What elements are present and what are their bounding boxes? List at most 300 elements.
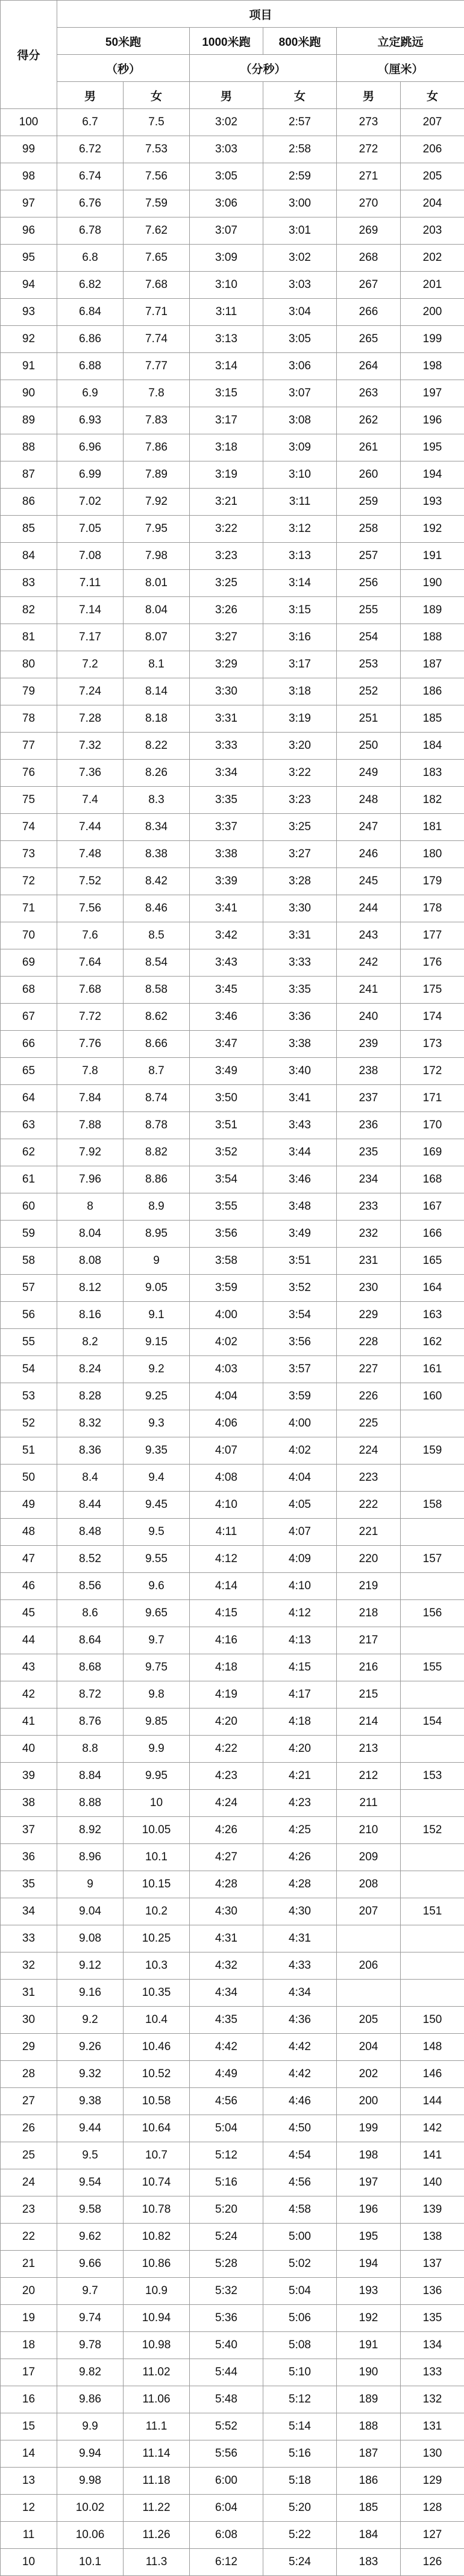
score-cell: 58 [1, 1248, 57, 1275]
run-male-cell: 3:38 [190, 841, 263, 868]
jump-male-cell: 244 [337, 895, 401, 922]
jump-male-cell: 239 [337, 1031, 401, 1058]
score-cell: 27 [1, 2088, 57, 2115]
run-female-cell: 4:20 [263, 1736, 337, 1763]
sprint-female-cell: 9.95 [124, 1763, 190, 1790]
sprint-female-cell: 10.35 [124, 1980, 190, 2007]
sprint-male-cell: 8 [57, 1193, 124, 1221]
run-female-cell: 4:17 [263, 1681, 337, 1708]
sprint-male-cell: 10.06 [57, 2522, 124, 2549]
run-female-cell: 2:58 [263, 136, 337, 163]
table-row [1, 977, 464, 1004]
run-male-cell: 4:30 [190, 1898, 263, 1925]
table-row [1, 1736, 464, 1763]
score-cell: 95 [1, 245, 57, 272]
table-row [1, 299, 464, 326]
jump-male-cell: 272 [337, 136, 401, 163]
jump-female-cell: 185 [401, 705, 464, 733]
jump-female-cell: 197 [401, 380, 464, 407]
run-male-cell: 4:23 [190, 1763, 263, 1790]
score-cell: 21 [1, 2251, 57, 2278]
sprint-female-cell: 9 [124, 1248, 190, 1275]
jump-female-cell: 139 [401, 2196, 464, 2224]
table-row [1, 1221, 464, 1248]
sprint-male-cell: 7.2 [57, 651, 124, 678]
run-male-cell: 3:21 [190, 489, 263, 516]
jump-female-cell: 166 [401, 1221, 464, 1248]
run-male-cell: 3:19 [190, 461, 263, 489]
score-cell: 49 [1, 1492, 57, 1519]
jump-male-cell: 186 [337, 2468, 401, 2495]
sprint-male-cell: 9.98 [57, 2468, 124, 2495]
run-female-cell: 3:07 [263, 380, 337, 407]
sprint-male-cell: 6.7 [57, 109, 124, 136]
jump-male-cell: 235 [337, 1139, 401, 1166]
table-row [1, 2088, 464, 2115]
score-cell: 26 [1, 2115, 57, 2142]
table-row [1, 245, 464, 272]
sprint-female-cell: 7.77 [124, 353, 190, 380]
table-row [1, 1627, 464, 1654]
sprint-female-cell: 11.3 [124, 2549, 190, 2576]
run-female-cell: 5:06 [263, 2305, 337, 2332]
table-row [1, 1763, 464, 1790]
jump-male-cell: 200 [337, 2088, 401, 2115]
jump-male-cell: 216 [337, 1654, 401, 1681]
run-male-cell: 4:49 [190, 2061, 263, 2088]
table-row [1, 2495, 464, 2522]
table-row [1, 1275, 464, 1302]
jump-female-cell: 202 [401, 245, 464, 272]
run-male-cell: 3:02 [190, 109, 263, 136]
jump-female-cell: 153 [401, 1763, 464, 1790]
score-cell: 91 [1, 353, 57, 380]
run-male-cell: 6:08 [190, 2522, 263, 2549]
sprint-male-cell: 8.36 [57, 1437, 124, 1465]
jump-female-cell: 136 [401, 2278, 464, 2305]
run-female-cell: 3:18 [263, 678, 337, 705]
score-cell: 68 [1, 977, 57, 1004]
run-female-cell: 4:28 [263, 1871, 337, 1898]
table-row [1, 2386, 464, 2413]
jump-male-cell: 211 [337, 1790, 401, 1817]
run-female-cell: 3:03 [263, 272, 337, 299]
jump-male-cell: 204 [337, 2034, 401, 2061]
score-cell: 74 [1, 814, 57, 841]
table-row [1, 380, 464, 407]
jump-female-cell: 142 [401, 2115, 464, 2142]
jump-female-cell: 178 [401, 895, 464, 922]
sprint-female-cell: 9.9 [124, 1736, 190, 1763]
table-row [1, 1844, 464, 1871]
sprint-female-cell: 7.83 [124, 407, 190, 434]
run-male-cell: 4:16 [190, 1627, 263, 1654]
run-male-cell: 3:29 [190, 651, 263, 678]
run-female-cell: 3:02 [263, 245, 337, 272]
jump-female-cell: 134 [401, 2332, 464, 2359]
sprint-male-cell: 9.9 [57, 2413, 124, 2440]
run-male-cell: 3:13 [190, 326, 263, 353]
score-cell: 85 [1, 516, 57, 543]
sprint-male-cell: 7.48 [57, 841, 124, 868]
jump-female-cell [401, 1980, 464, 2007]
sprint-male-cell: 8.56 [57, 1573, 124, 1600]
jump-female-cell [401, 1681, 464, 1708]
score-cell: 13 [1, 2468, 57, 2495]
score-cell: 54 [1, 1356, 57, 1383]
score-cell: 39 [1, 1763, 57, 1790]
run-female-cell: 3:30 [263, 895, 337, 922]
score-cell: 29 [1, 2034, 57, 2061]
jump-female-cell [401, 1410, 464, 1437]
sprint-male-cell: 8.12 [57, 1275, 124, 1302]
jump-male-cell: 257 [337, 543, 401, 570]
run-male-cell: 5:12 [190, 2142, 263, 2169]
sprint-male-cell: 9.2 [57, 2007, 124, 2034]
jump-female-cell: 175 [401, 977, 464, 1004]
jump-male-cell: 193 [337, 2278, 401, 2305]
score-cell: 84 [1, 543, 57, 570]
table-row [1, 597, 464, 624]
sprint-male-cell: 6.84 [57, 299, 124, 326]
score-cell: 35 [1, 1871, 57, 1898]
jump-male-cell: 269 [337, 217, 401, 245]
run-male-cell: 4:28 [190, 1871, 263, 1898]
jump-female-cell: 176 [401, 949, 464, 977]
sprint-female-cell: 8.07 [124, 624, 190, 651]
jump-female-cell: 187 [401, 651, 464, 678]
table-row [1, 2169, 464, 2196]
jump-female-cell: 167 [401, 1193, 464, 1221]
table-row [1, 1465, 464, 1492]
run-male-cell: 4:42 [190, 2034, 263, 2061]
score-cell: 41 [1, 1708, 57, 1736]
table-row [1, 1193, 464, 1221]
score-cell: 86 [1, 489, 57, 516]
table-row [1, 1031, 464, 1058]
sprint-male-cell: 7.72 [57, 1004, 124, 1031]
jump-female-cell: 158 [401, 1492, 464, 1519]
run-female-cell: 4:42 [263, 2034, 337, 2061]
score-cell: 15 [1, 2413, 57, 2440]
jump-male-cell: 199 [337, 2115, 401, 2142]
sprint-male-cell: 7.8 [57, 1058, 124, 1085]
jump-male-cell: 260 [337, 461, 401, 489]
table-row [1, 2549, 464, 2576]
sprint-female-cell: 9.1 [124, 1302, 190, 1329]
sprint-male-cell: 7.6 [57, 922, 124, 949]
jump-male-cell: 254 [337, 624, 401, 651]
jump-male-cell: 255 [337, 597, 401, 624]
sprint-male-cell: 7.17 [57, 624, 124, 651]
run-male-cell: 4:26 [190, 1817, 263, 1844]
table-row [1, 2196, 464, 2224]
run-female-cell: 3:14 [263, 570, 337, 597]
jump-female-cell [401, 1871, 464, 1898]
jump-female-cell: 180 [401, 841, 464, 868]
sprint-female-cell: 9.7 [124, 1627, 190, 1654]
jump-male-cell: 240 [337, 1004, 401, 1031]
jump-female-cell: 165 [401, 1248, 464, 1275]
table-row [1, 949, 464, 977]
jump-male-cell: 268 [337, 245, 401, 272]
table-row [1, 1952, 464, 1980]
run-female-cell: 3:20 [263, 733, 337, 760]
run-female-cell: 5:08 [263, 2332, 337, 2359]
jump-male-cell: 245 [337, 868, 401, 895]
sprint-male-cell: 7.32 [57, 733, 124, 760]
jump-female-cell: 195 [401, 434, 464, 461]
jump-female-cell: 148 [401, 2034, 464, 2061]
run-male-cell: 4:19 [190, 1681, 263, 1708]
sprint-male-cell: 8.8 [57, 1736, 124, 1763]
run-male-cell: 4:10 [190, 1492, 263, 1519]
jump-male-cell: 250 [337, 733, 401, 760]
jump-female-cell: 188 [401, 624, 464, 651]
sprint-female-cell: 7.59 [124, 190, 190, 217]
jump-female-cell: 207 [401, 109, 464, 136]
sprint-female-cell: 7.98 [124, 543, 190, 570]
sprint-male-cell: 6.82 [57, 272, 124, 299]
run-female-cell: 3:15 [263, 597, 337, 624]
table-row [1, 217, 464, 245]
sprint-male-cell: 7.11 [57, 570, 124, 597]
table-row [1, 489, 464, 516]
run-male-cell: 4:12 [190, 1546, 263, 1573]
sprint-female-cell: 8.46 [124, 895, 190, 922]
score-cell: 46 [1, 1573, 57, 1600]
sprint-male-cell: 9.74 [57, 2305, 124, 2332]
score-cell: 34 [1, 1898, 57, 1925]
run-female-cell: 4:50 [263, 2115, 337, 2142]
jump-female-cell: 181 [401, 814, 464, 841]
jump-female-cell: 135 [401, 2305, 464, 2332]
run-male-cell: 3:05 [190, 163, 263, 190]
jump-male-cell: 258 [337, 516, 401, 543]
run-female-cell: 3:35 [263, 977, 337, 1004]
run-male-cell: 4:07 [190, 1437, 263, 1465]
score-cell: 99 [1, 136, 57, 163]
run-female-cell: 3:04 [263, 299, 337, 326]
run-male-cell: 3:54 [190, 1166, 263, 1193]
jump-female-cell: 198 [401, 353, 464, 380]
table-row [1, 326, 464, 353]
sprint-male-cell: 7.88 [57, 1112, 124, 1139]
sprint-female-cell: 10.78 [124, 2196, 190, 2224]
run-male-cell: 4:03 [190, 1356, 263, 1383]
jump-female-cell: 172 [401, 1058, 464, 1085]
run-male-cell: 3:45 [190, 977, 263, 1004]
jump-male-cell: 184 [337, 2522, 401, 2549]
sprint-male-cell: 8.6 [57, 1600, 124, 1627]
table-row [1, 1329, 464, 1356]
jump-female-cell: 171 [401, 1085, 464, 1112]
run-male-cell: 3:03 [190, 136, 263, 163]
run-male-cell: 3:47 [190, 1031, 263, 1058]
sprint-female-cell: 11.06 [124, 2386, 190, 2413]
run-male-cell: 3:50 [190, 1085, 263, 1112]
sprint-female-cell: 8.26 [124, 760, 190, 787]
jump-female-cell: 141 [401, 2142, 464, 2169]
table-row [1, 1112, 464, 1139]
jump-female-cell [401, 1925, 464, 1952]
score-cell: 32 [1, 1952, 57, 1980]
sprint-male-cell: 8.76 [57, 1708, 124, 1736]
jump-male-cell: 192 [337, 2305, 401, 2332]
jump-male-cell: 248 [337, 787, 401, 814]
run-male-cell: 6:00 [190, 2468, 263, 2495]
run-male-cell: 5:24 [190, 2224, 263, 2251]
jump-male-cell: 251 [337, 705, 401, 733]
table-row [1, 1085, 464, 1112]
table-row [1, 760, 464, 787]
table-row [1, 2305, 464, 2332]
sub-female: 女 [401, 82, 464, 109]
jump-female-cell [401, 1465, 464, 1492]
jump-female-cell [401, 1952, 464, 1980]
sprint-male-cell: 9.94 [57, 2440, 124, 2468]
run-male-cell: 3:41 [190, 895, 263, 922]
sprint-male-cell: 8.28 [57, 1383, 124, 1410]
run-female-cell: 3:10 [263, 461, 337, 489]
table-row [1, 461, 464, 489]
table-row [1, 2142, 464, 2169]
run-female-cell: 3:41 [263, 1085, 337, 1112]
run-female-cell: 3:36 [263, 1004, 337, 1031]
sprint-female-cell: 8.78 [124, 1112, 190, 1139]
jump-female-cell: 182 [401, 787, 464, 814]
jump-female-cell: 144 [401, 2088, 464, 2115]
jump-female-cell: 199 [401, 326, 464, 353]
table-row [1, 2115, 464, 2142]
sprint-female-cell: 7.95 [124, 516, 190, 543]
jump-male-cell: 242 [337, 949, 401, 977]
score-cell: 63 [1, 1112, 57, 1139]
table-row [1, 543, 464, 570]
run-female-cell: 3:28 [263, 868, 337, 895]
score-cell: 20 [1, 2278, 57, 2305]
jump-male-cell: 215 [337, 1681, 401, 1708]
score-cell: 97 [1, 190, 57, 217]
sprint-male-cell: 6.88 [57, 353, 124, 380]
sprint-male-cell: 6.72 [57, 136, 124, 163]
run-male-cell: 3:46 [190, 1004, 263, 1031]
sprint-male-cell: 8.44 [57, 1492, 124, 1519]
jump-female-cell: 205 [401, 163, 464, 190]
sprint-male-cell: 6.9 [57, 380, 124, 407]
jump-male-cell: 226 [337, 1383, 401, 1410]
table-row [1, 922, 464, 949]
jump-female-cell: 150 [401, 2007, 464, 2034]
score-cell: 33 [1, 1925, 57, 1952]
score-cell: 73 [1, 841, 57, 868]
run-male-cell: 4:18 [190, 1654, 263, 1681]
run-female-cell: 3:08 [263, 407, 337, 434]
run-female-cell: 5:16 [263, 2440, 337, 2468]
sprint-female-cell: 10.15 [124, 1871, 190, 1898]
jump-male-cell: 189 [337, 2386, 401, 2413]
sprint-female-cell: 7.89 [124, 461, 190, 489]
sprint-male-cell: 9.66 [57, 2251, 124, 2278]
sprint-female-cell: 10.82 [124, 2224, 190, 2251]
jump-female-cell: 179 [401, 868, 464, 895]
run-male-cell: 3:17 [190, 407, 263, 434]
run-male-cell: 5:48 [190, 2386, 263, 2413]
sprint-female-cell: 10.9 [124, 2278, 190, 2305]
score-cell: 55 [1, 1329, 57, 1356]
sprint-female-cell: 10.25 [124, 1925, 190, 1952]
run-male-cell: 3:14 [190, 353, 263, 380]
sprint-female-cell: 8.82 [124, 1139, 190, 1166]
sprint-male-cell: 9 [57, 1871, 124, 1898]
run-male-cell: 3:22 [190, 516, 263, 543]
run-female-cell: 3:44 [263, 1139, 337, 1166]
score-cell: 93 [1, 299, 57, 326]
run-female-cell: 4:33 [263, 1952, 337, 1980]
run-male-cell: 4:04 [190, 1383, 263, 1410]
jump-male-cell: 205 [337, 2007, 401, 2034]
run-male-cell: 4:08 [190, 1465, 263, 1492]
jump-male-cell: 270 [337, 190, 401, 217]
table-row [1, 1573, 464, 1600]
run-female-cell: 4:15 [263, 1654, 337, 1681]
score-cell: 17 [1, 2359, 57, 2386]
run-female-cell: 3:46 [263, 1166, 337, 1193]
run-female-cell: 4:00 [263, 1410, 337, 1437]
score-cell: 75 [1, 787, 57, 814]
score-cell: 48 [1, 1519, 57, 1546]
jump-male-cell: 261 [337, 434, 401, 461]
table-row [1, 407, 464, 434]
jump-male-cell: 210 [337, 1817, 401, 1844]
sprint-male-cell: 9.26 [57, 2034, 124, 2061]
score-cell: 50 [1, 1465, 57, 1492]
sprint-male-cell: 6.86 [57, 326, 124, 353]
jump-female-cell [401, 1573, 464, 1600]
sprint-female-cell: 10 [124, 1790, 190, 1817]
sprint-male-cell: 9.12 [57, 1952, 124, 1980]
run-female-cell: 3:38 [263, 1031, 337, 1058]
table-row [1, 516, 464, 543]
run-male-cell: 4:56 [190, 2088, 263, 2115]
sprint-female-cell: 7.74 [124, 326, 190, 353]
score-cell: 70 [1, 922, 57, 949]
score-cell: 47 [1, 1546, 57, 1573]
jump-unit: （厘米） [337, 55, 464, 82]
run-female-cell: 5:12 [263, 2386, 337, 2413]
jump-male-cell: 265 [337, 326, 401, 353]
run-female-cell: 4:18 [263, 1708, 337, 1736]
jump-male-cell: 271 [337, 163, 401, 190]
table-row [1, 1519, 464, 1546]
jump-female-cell: 183 [401, 760, 464, 787]
run-female-cell: 5:18 [263, 2468, 337, 2495]
sprint-male-cell: 7.64 [57, 949, 124, 977]
jump-male-cell: 198 [337, 2142, 401, 2169]
jump-female-cell: 155 [401, 1654, 464, 1681]
run-female-cell: 3:00 [263, 190, 337, 217]
sprint-male-cell: 9.32 [57, 2061, 124, 2088]
score-cell: 51 [1, 1437, 57, 1465]
run-male-cell: 3:10 [190, 272, 263, 299]
table-row [1, 1356, 464, 1383]
jump-female-cell: 140 [401, 2169, 464, 2196]
jump-male-cell: 233 [337, 1193, 401, 1221]
run-female-cell: 3:06 [263, 353, 337, 380]
jump-female-cell: 196 [401, 407, 464, 434]
jump-female-cell: 156 [401, 1600, 464, 1627]
table-row [1, 2522, 464, 2549]
